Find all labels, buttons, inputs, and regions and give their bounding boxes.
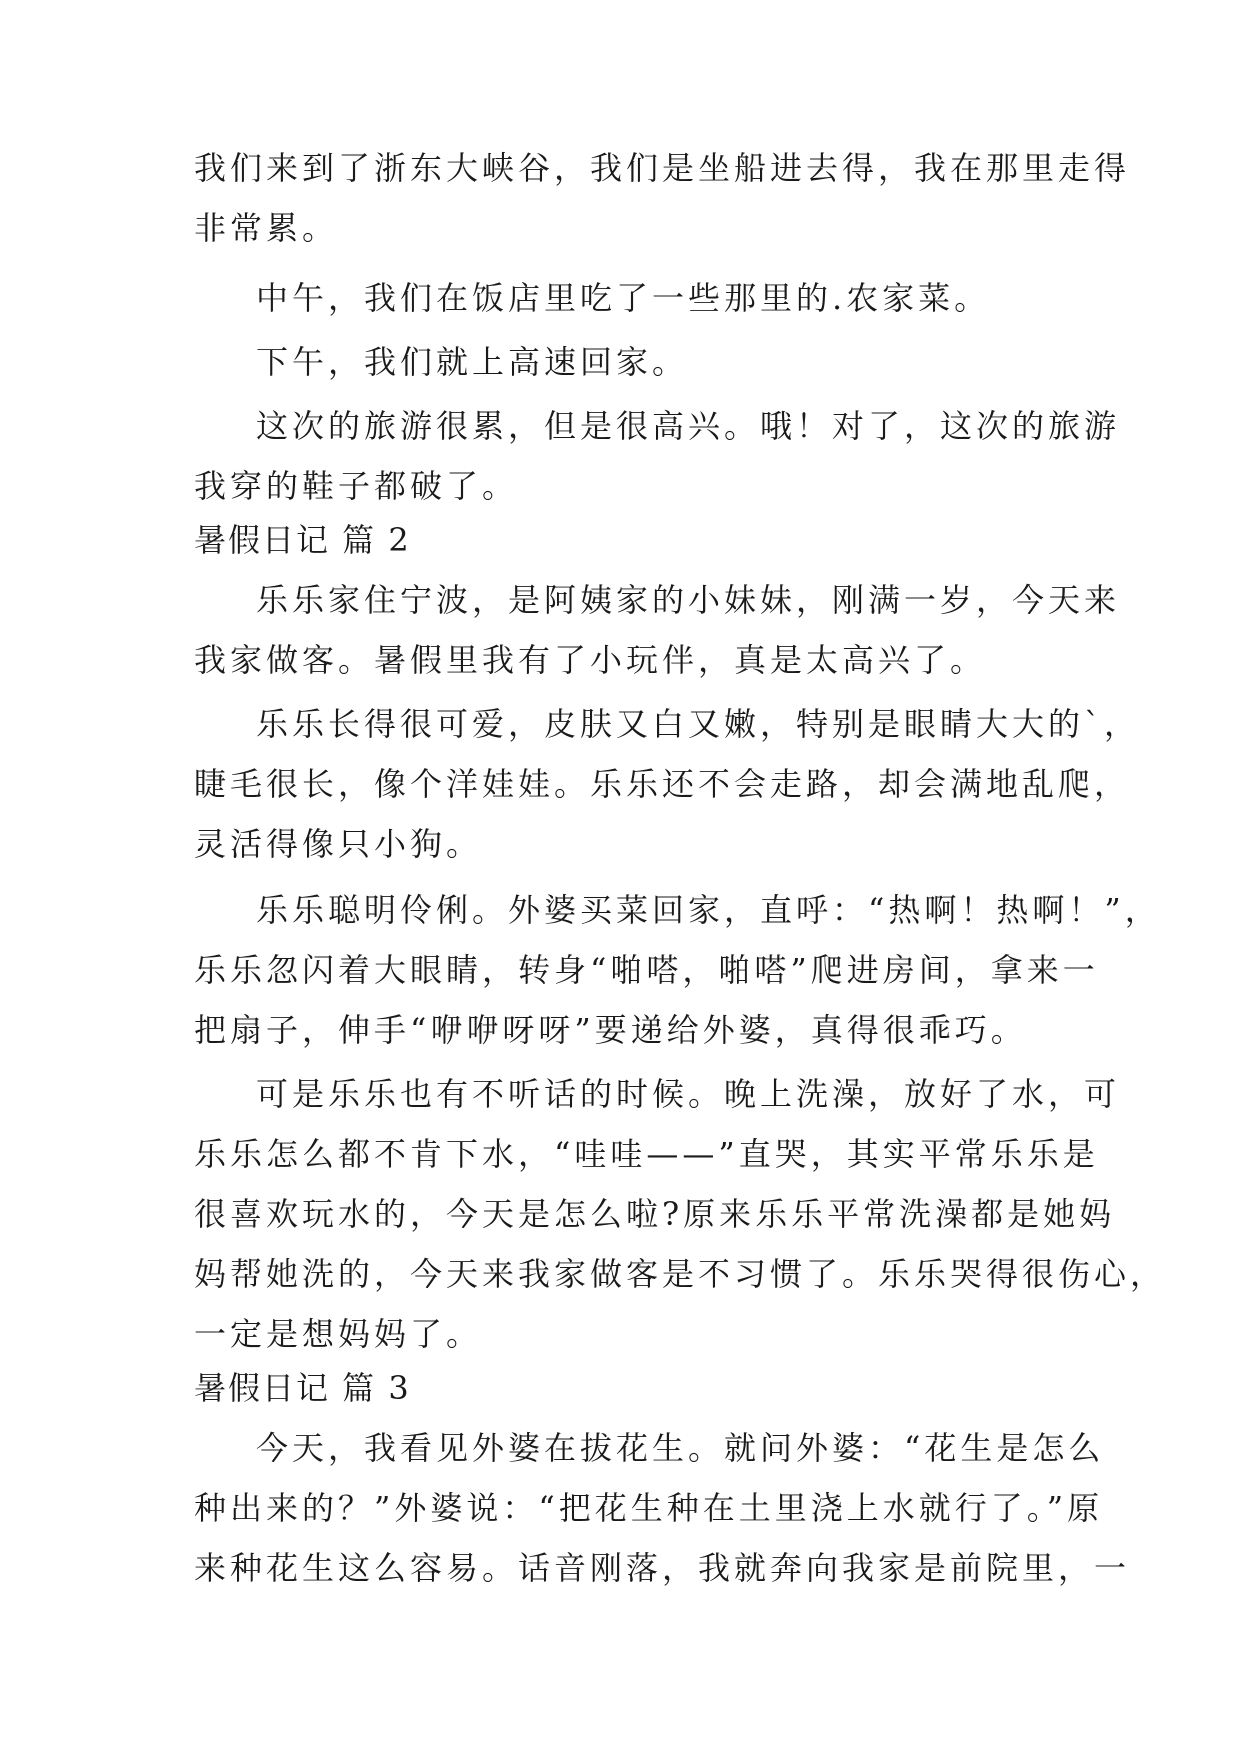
text-line: 把扇子，伸手“咿咿呀呀”要递给外婆，真得很乖巧。: [194, 1011, 1027, 1049]
text-line: 乐乐怎么都不肯下水，“哇哇——”直哭，其实平常乐乐是: [194, 1135, 1099, 1173]
text-line: 灵活得像只小狗。: [194, 825, 483, 863]
text-line: 很喜欢玩水的，今天是怎么啦?原来乐乐平常洗澡都是她妈: [194, 1195, 1116, 1233]
text-line: 中午，我们在饭店里吃了一些那里的.农家菜。: [256, 279, 991, 317]
text-line: 来种花生这么容易。话音刚落，我就奔向我家是前院里，一: [194, 1549, 1131, 1587]
text-line: 乐乐忽闪着大眼睛，转身“啪嗒，啪嗒”爬进房间，拿来一: [194, 951, 1099, 989]
text-line: 非常累。: [194, 209, 339, 247]
text-line: 一定是想妈妈了。: [194, 1315, 483, 1353]
text-line: 种出来的？”外婆说：“把花生种在土里浇上水就行了。”原: [194, 1489, 1104, 1527]
text-line: 乐乐聪明伶俐。外婆买菜回家，直呼：“热啊！热啊！”，: [256, 891, 1161, 929]
text-line: 妈帮她洗的，今天来我家做客是不习惯了。乐乐哭得很伤心，: [194, 1255, 1167, 1293]
text-line: 我家做客。暑假里我有了小玩伴，真是太高兴了。: [194, 641, 987, 679]
text-line: 我穿的鞋子都破了。: [194, 467, 519, 505]
text-line: 这次的旅游很累，但是很高兴。哦！对了，这次的旅游: [256, 407, 1121, 445]
text-line: 今天，我看见外婆在拔花生。就问外婆：“花生是怎么: [256, 1429, 1105, 1467]
text-line: 下午，我们就上高速回家。: [256, 343, 689, 381]
text-line: 可是乐乐也有不听话的时候。晚上洗澡，放好了水，可: [256, 1075, 1121, 1113]
section-heading: 暑假日记 篇 3: [194, 1369, 411, 1407]
section-heading: 暑假日记 篇 2: [194, 521, 411, 559]
text-line: 乐乐家住宁波，是阿姨家的小妹妹，刚满一岁，今天来: [256, 581, 1121, 619]
text-line: 乐乐长得很可爱，皮肤又白又嫩，特别是眼睛大大的`，: [256, 705, 1141, 743]
text-line: 我们来到了浙东大峡谷，我们是坐船进去得，我在那里走得: [194, 149, 1131, 187]
text-line: 睫毛很长，像个洋娃娃。乐乐还不会走路，却会满地乱爬，: [194, 765, 1131, 803]
